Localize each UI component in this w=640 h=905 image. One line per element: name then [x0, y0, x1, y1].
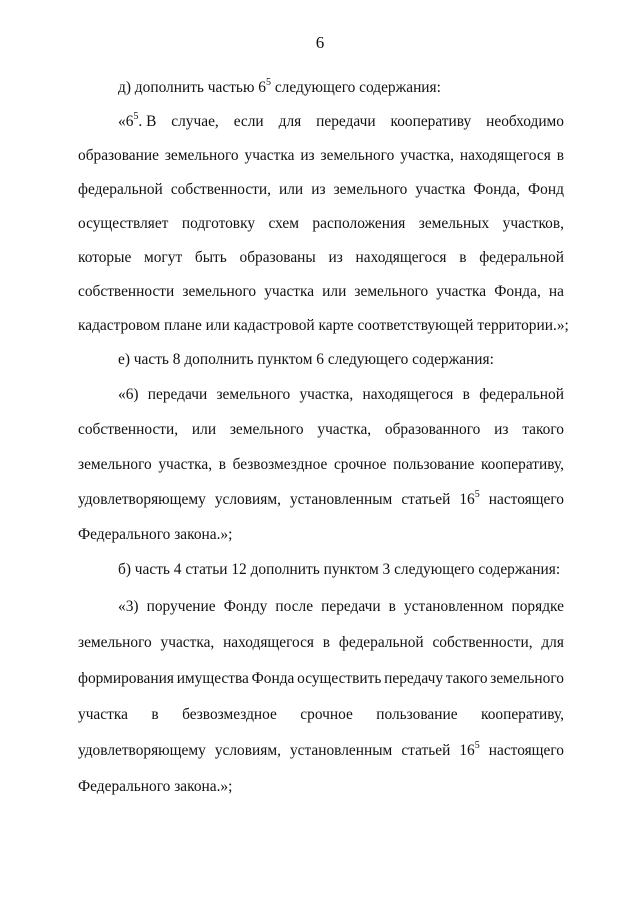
word: после: [275, 598, 314, 615]
superscript: 5: [474, 740, 480, 751]
quote-6-5-line-3: [78, 180, 564, 200]
word: если: [233, 113, 264, 130]
word: «6): [118, 386, 139, 403]
word: удовлетворяющему: [78, 491, 206, 508]
word: земельного: [229, 421, 304, 438]
word: участка: [264, 283, 315, 300]
text-part: . В: [138, 113, 157, 130]
word: передачи: [147, 386, 208, 403]
word: условиям,: [214, 742, 281, 759]
item-3-line-3: [78, 669, 564, 689]
word: формирования: [78, 670, 174, 687]
word: земельного: [320, 147, 395, 164]
word: федеральной: [78, 181, 163, 198]
word: или: [279, 181, 304, 198]
word: находящегося: [223, 634, 315, 651]
word: образование: [78, 147, 159, 164]
word: участка: [244, 147, 295, 164]
paragraph-b-line: б) часть 4 статьи 12 дополнить пунктом 3 следующего содержания:: [118, 561, 561, 578]
word: кооперативу,: [481, 706, 564, 723]
word: участка,: [160, 634, 215, 651]
word: участков,: [502, 215, 564, 232]
word: или: [191, 421, 217, 438]
word: земельного: [216, 386, 291, 403]
word: кооперативу: [390, 113, 472, 130]
word: участка: [78, 706, 128, 723]
word: образованы: [239, 249, 316, 266]
word: передачи: [316, 113, 376, 130]
word: земельного: [78, 456, 152, 473]
word: в: [556, 147, 564, 164]
word: могут: [144, 249, 183, 266]
word: установленным: [289, 742, 393, 759]
word: поручение: [146, 598, 216, 615]
word: статьей: [401, 742, 451, 759]
word: из: [494, 421, 509, 438]
item-6-line-2: [78, 420, 564, 440]
word: безвозмездное: [232, 456, 328, 473]
word: в: [459, 249, 467, 266]
word: Фонда,: [473, 181, 520, 198]
word: расположения: [312, 215, 406, 232]
word: или: [322, 283, 347, 300]
word: для: [278, 113, 302, 130]
item-6-line-5: Федерального закона.»;: [78, 526, 233, 543]
item-3-line-5: [78, 741, 564, 761]
word: Фонда: [251, 670, 295, 687]
quote-6-5-line-2: [78, 146, 564, 166]
text-part: следующего содержания:: [271, 79, 441, 96]
word: настоящего: [488, 491, 564, 508]
word: земельного: [164, 147, 239, 164]
superscript: 5: [266, 77, 271, 88]
quote-6-5-line-1: [118, 112, 564, 132]
item-3-line-1: [118, 597, 564, 617]
quote-6-5-line-6: [78, 282, 564, 302]
word: участка,: [158, 456, 213, 473]
word: образованного: [384, 421, 481, 438]
superscript: 5: [133, 111, 139, 122]
word: условиям,: [214, 491, 281, 508]
word: схем: [268, 215, 299, 232]
word: пользование: [376, 706, 458, 723]
word: Фонд: [528, 181, 564, 198]
word: «3): [118, 598, 139, 615]
word: необходимо: [486, 113, 564, 130]
word: срочное: [300, 706, 353, 723]
word: в: [388, 598, 396, 615]
word: передачи: [321, 598, 381, 615]
item-3-line-2: [78, 633, 564, 653]
word: земельного: [333, 181, 408, 198]
item-3-line-4: [78, 705, 564, 725]
text-part: д) дополнить частью 6: [118, 79, 266, 96]
word: быть: [194, 249, 227, 266]
word: федеральной: [479, 386, 564, 403]
word: участка,: [317, 421, 372, 438]
article-number: [459, 490, 479, 510]
paragraph-e-line: е) часть 8 дополнить пунктом 6 следующего содержания:: [118, 351, 494, 368]
word: собственности,: [170, 181, 271, 198]
word: порядке: [511, 598, 564, 615]
word: собственности,: [432, 634, 533, 651]
word: земельных: [418, 215, 490, 232]
word: из: [300, 147, 315, 164]
word: срочное: [333, 456, 387, 473]
word: которые: [78, 249, 132, 266]
word: находящегося: [459, 147, 551, 164]
word: федеральной: [479, 249, 564, 266]
word: участка: [436, 283, 487, 300]
word: установленном: [404, 598, 504, 615]
word: кооперативу,: [480, 456, 564, 473]
word: имущества: [176, 670, 249, 687]
word: собственности,: [78, 421, 179, 438]
item-6-line-3: [78, 455, 564, 475]
quote-6-5-line-5: [78, 248, 564, 268]
word: установленным: [289, 491, 393, 508]
word: в: [151, 706, 159, 723]
word: собственности: [78, 283, 175, 300]
word: подготовку: [181, 215, 256, 232]
word: осуществить: [297, 670, 382, 687]
word: в: [218, 456, 226, 473]
word: удовлетворяющему: [78, 742, 206, 759]
text-part: 16: [459, 491, 475, 508]
article-number: [459, 741, 479, 761]
superscript: 5: [474, 489, 480, 500]
quote-6-5-line-7: кадастровом плане или кадастровой карте соответствующей территории.»;: [78, 317, 569, 334]
word: пользование: [393, 456, 475, 473]
word: передачу: [384, 670, 444, 687]
page-number: 6: [315, 33, 325, 52]
word: такого: [445, 670, 488, 687]
word: земельного: [182, 283, 257, 300]
word: случае,: [171, 113, 219, 130]
word: осуществляет: [78, 215, 169, 232]
word: [118, 112, 156, 132]
word: статьей: [401, 491, 451, 508]
item-3-line-6: Федерального закона.»;: [78, 778, 233, 795]
word: участка,: [299, 386, 354, 403]
word: Фонду: [223, 598, 268, 615]
quote-6-5-line-4: [78, 214, 564, 234]
word: из: [328, 249, 343, 266]
paragraph-d-line: [118, 78, 441, 98]
word: для: [541, 634, 564, 651]
word: безвозмездное: [182, 706, 277, 723]
word: в: [462, 386, 470, 403]
word: в: [322, 634, 331, 651]
word: земельного: [354, 283, 429, 300]
word: находящегося: [355, 249, 447, 266]
word: федеральной: [338, 634, 424, 651]
word: из: [311, 181, 326, 198]
word: участка,: [400, 147, 454, 164]
word: участка: [415, 181, 466, 198]
word: такого: [522, 421, 564, 438]
word: настоящего: [488, 742, 564, 759]
word: находящегося: [362, 386, 454, 403]
word: земельного: [78, 634, 152, 651]
word: на: [548, 283, 564, 300]
text-part: 16: [459, 742, 475, 759]
word: Фонда,: [494, 283, 541, 300]
item-6-line-1: [118, 385, 564, 405]
word: земельного: [490, 670, 564, 687]
item-6-line-4: [78, 490, 564, 510]
text-part: «6: [118, 113, 134, 130]
